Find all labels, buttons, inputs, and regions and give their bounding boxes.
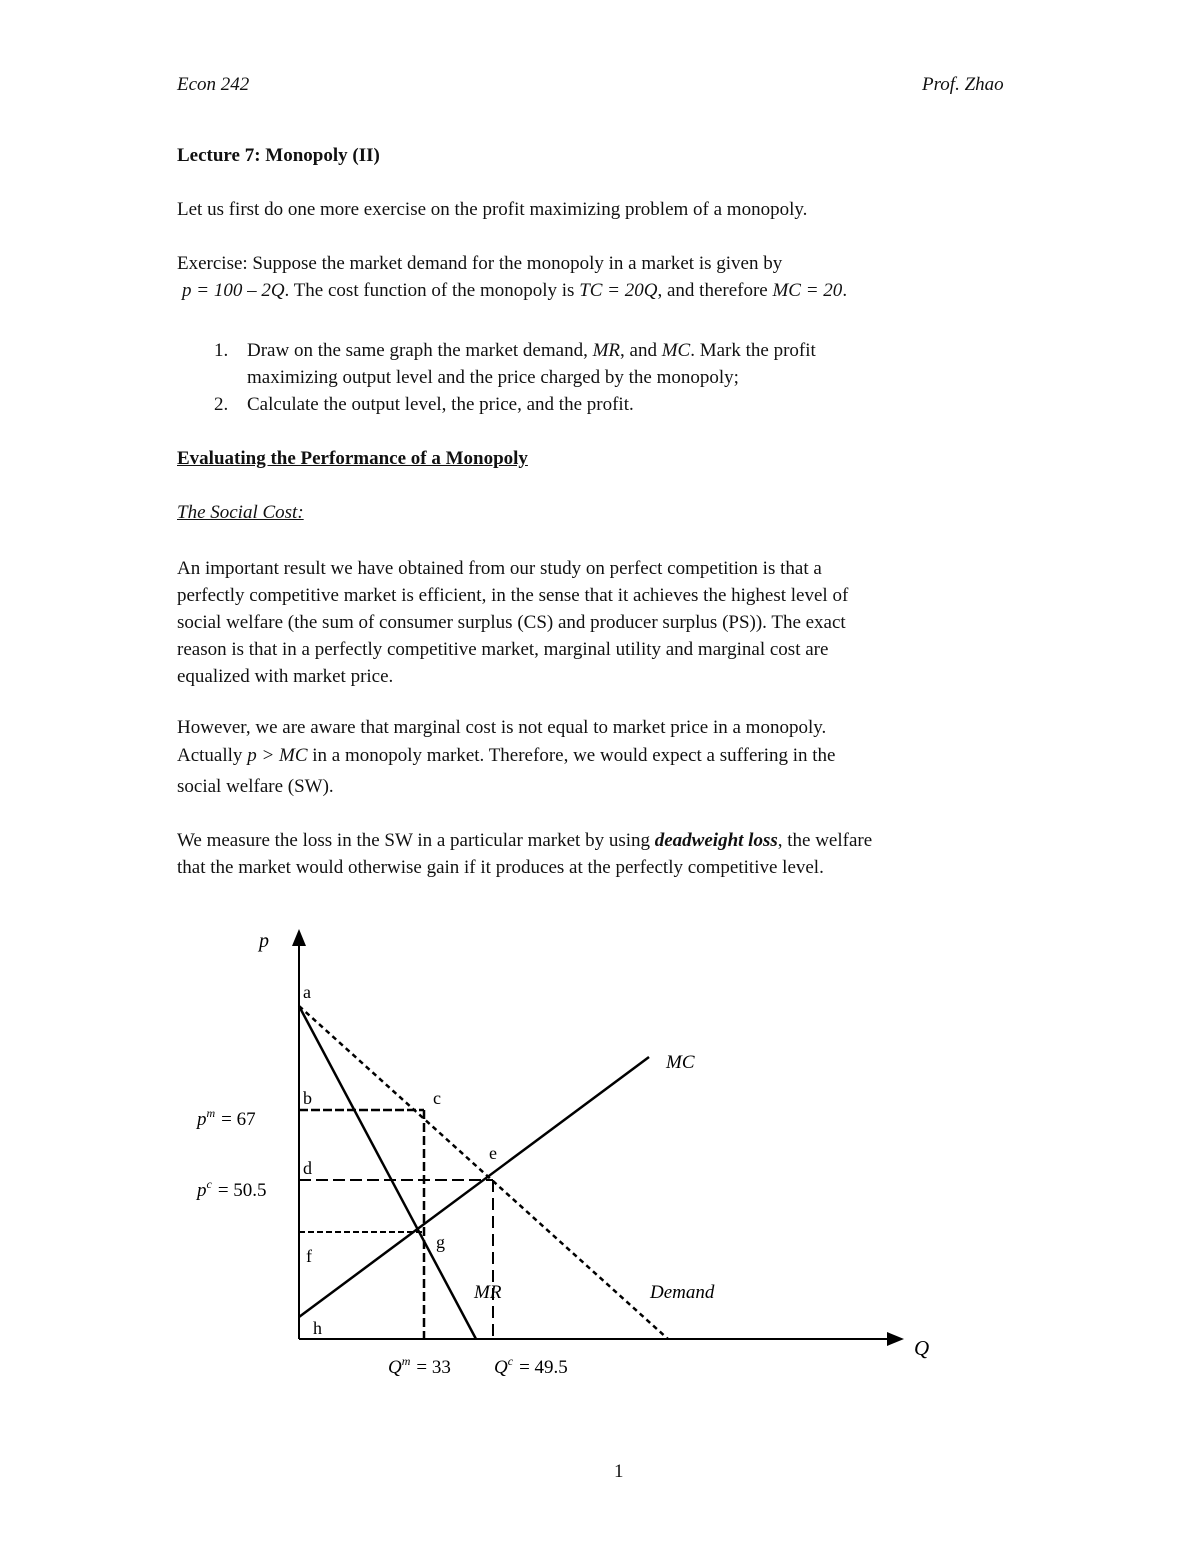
qc-label: $Q^c = 49.5$ <box>494 1354 568 1378</box>
paragraph-2-line-2: Actually p > MC in a monopoly market. Therefore, we would expect a suffering in the <box>177 745 836 766</box>
qm-label: $Q^m = 33$ <box>388 1354 451 1378</box>
list-number-1: 1. <box>214 340 229 361</box>
demand-equation: p = 100 – 2Q <box>182 280 285 301</box>
y-axis-arrow <box>292 929 306 946</box>
lecture-title: Lecture 7: Monopoly (II) <box>177 145 380 166</box>
point-a-label: a <box>303 982 311 1002</box>
page-number: 1 <box>614 1461 624 1482</box>
point-g-label: g <box>436 1232 445 1252</box>
pm-label: $p^m = 67$ <box>197 1106 256 1130</box>
list-number-2: 2. <box>214 394 229 415</box>
mc-curve <box>299 1057 649 1317</box>
paragraph-2-line-3: social welfare (SW). <box>177 776 334 797</box>
y-axis-label: p <box>259 930 269 952</box>
point-f-label: f <box>306 1246 312 1266</box>
mc-label: MC <box>666 1052 695 1073</box>
paragraph-3-line-2: that the market would otherwise gain if it produces at the perfectly competitive level. <box>177 857 824 878</box>
pc-label: $p^c = 50.5$ <box>197 1177 267 1201</box>
exercise-line-1: Exercise: Suppose the market demand for the monopoly in a market is given by <box>177 253 783 274</box>
intro-text: Let us first do one more exercise on the profit maximizing problem of a monopoly. <box>177 199 808 220</box>
list-item-1-line-1: Draw on the same graph the market demand, MR, and MC. Mark the profit <box>247 340 816 361</box>
header-course: Econ 242 <box>177 74 250 95</box>
exercise-line-2: p = 100 – 2Q. The cost function of the monopoly is TC = 20Q, and therefore MC = 20. <box>182 280 848 301</box>
cost-equation: TC = 20Q <box>579 280 658 301</box>
point-h-label: h <box>313 1318 322 1338</box>
list-item-1-line-2: maximizing output level and the price charged by the monopoly; <box>247 367 739 388</box>
point-d-label: d <box>303 1158 312 1178</box>
mr-curve <box>299 1006 476 1339</box>
inequality: p > MC <box>247 745 308 766</box>
demand-label: Demand <box>650 1282 715 1303</box>
x-axis-label: Q <box>914 1336 930 1360</box>
point-e-label: e <box>489 1143 497 1163</box>
section-heading: Evaluating the Performance of a Monopoly <box>177 448 528 469</box>
paragraph-2-line-1: However, we are aware that marginal cost is not equal to market price in a monopoly. <box>177 717 827 738</box>
mr-label: MR <box>474 1282 502 1303</box>
mc-equation: MC = 20 <box>772 280 843 301</box>
header-professor: Prof. Zhao <box>922 74 1004 95</box>
point-b-label: b <box>303 1088 312 1108</box>
point-c-label: c <box>433 1088 441 1108</box>
paragraph-3-line-1: We measure the loss in the SW in a particular market by using deadweight loss, the welfare <box>177 830 873 851</box>
paragraph-efficiency: An important result we have obtained from our study on perfect competition is that a perfectly competitive market is efficient, in the sense that it achieves the highest level of social welfare (the sum of consumer surplus (CS) and producer surplus (PS)). The exact reason is that in a perfectly competitive market, marginal utility and marginal cost are equalized with market price. <box>177 558 849 687</box>
list-item-2: Calculate the output level, the price, and the profit. <box>247 394 634 415</box>
subheading: The Social Cost: <box>177 502 304 523</box>
deadweight-loss-term: deadweight loss <box>654 830 778 851</box>
x-axis-arrow <box>887 1332 904 1346</box>
